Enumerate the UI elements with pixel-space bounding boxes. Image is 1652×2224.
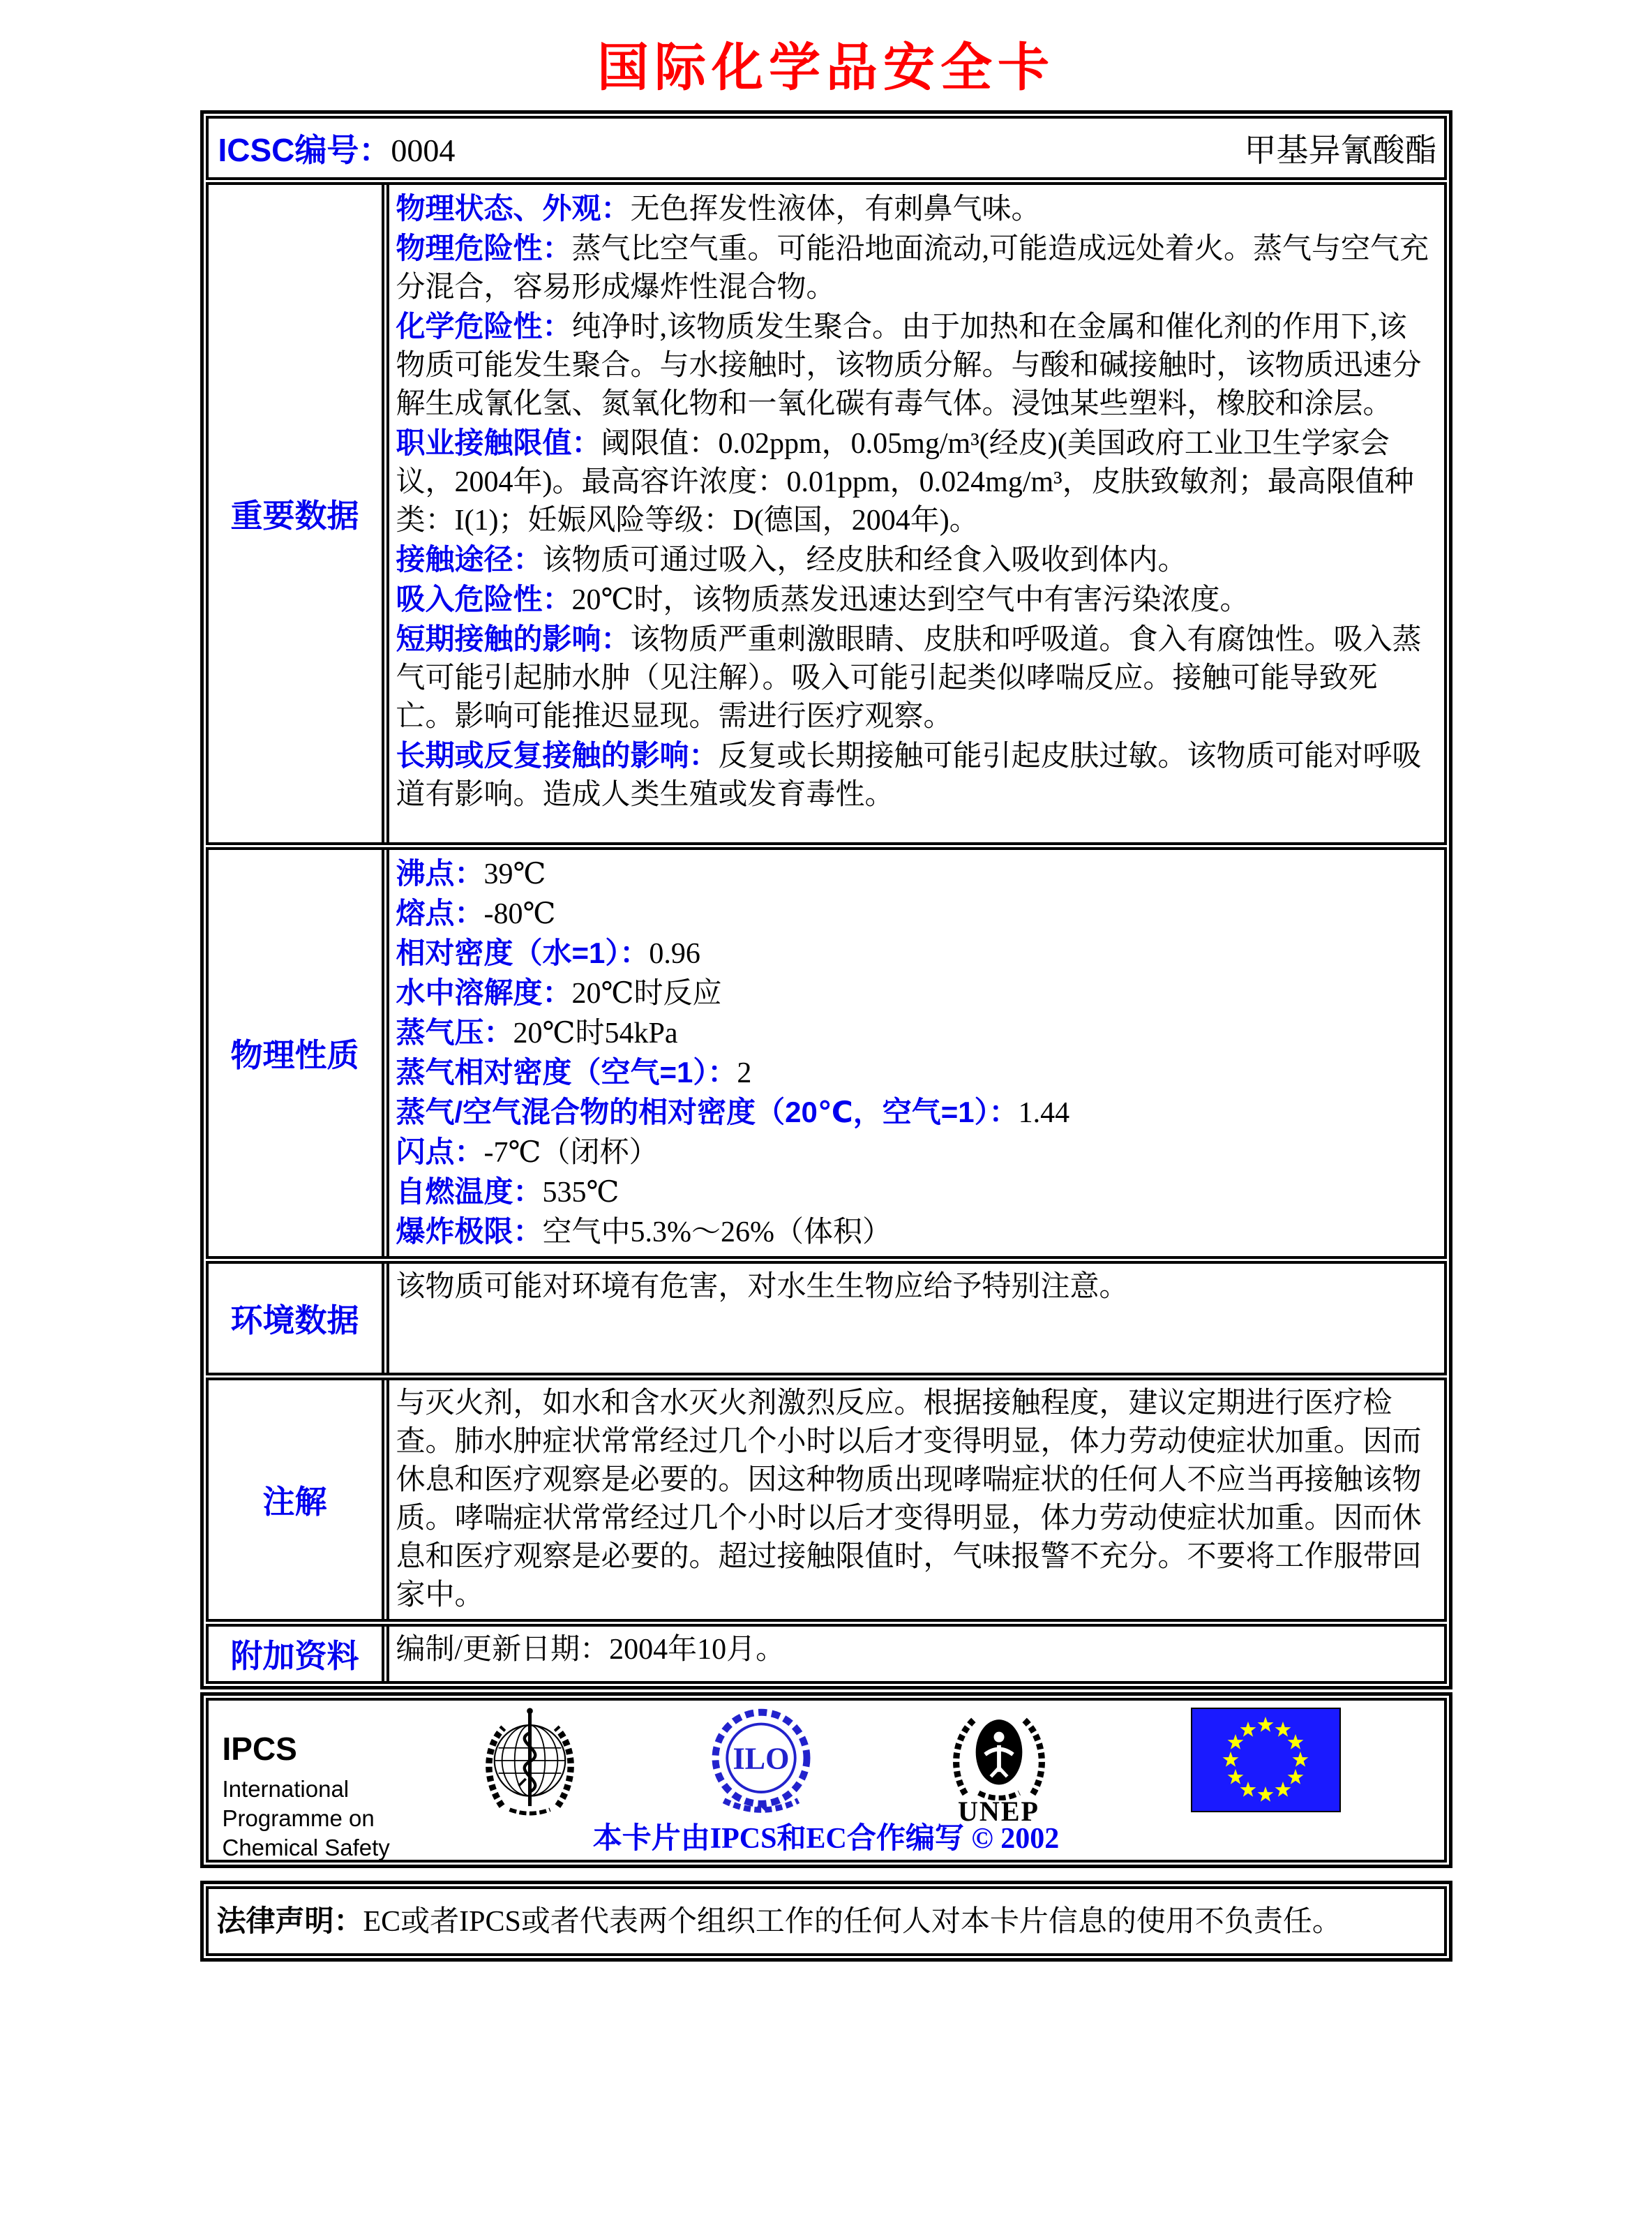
physical-properties-label: 物理性质 <box>209 850 384 1256</box>
unep-text: UNEP <box>958 1796 1039 1827</box>
field-exposure-routes: 接触途径：该物质可通过吸入，经皮肤和经食入吸收到体内。 <box>396 543 1187 576</box>
field-physical-hazard: 物理危险性：蒸气比空气重。可能沿地面流动,可能造成远处着火。蒸气与空气充分混合，容易形成爆炸性混合物。 <box>396 232 1429 304</box>
field-explosive-limits: 爆炸极限：空气中5.3%～26%（体积） <box>396 1215 892 1248</box>
field-relative-density: 相对密度（水=1）：0.96 <box>396 936 700 970</box>
physical-properties-content <box>386 850 1444 1256</box>
field-vapor-air-density: 蒸气/空气混合物的相对密度（20℃，空气=1）：1.44 <box>396 1096 1070 1129</box>
field-flash-point: 闪点：-7℃（闭杯） <box>396 1135 659 1169</box>
environment-data-content: 该物质可能对环境有危害，对水生生物应给予特别注意。 <box>386 1264 1444 1373</box>
header-row <box>206 116 1447 180</box>
field-chemical-hazard: 化学危险性：纯净时,该物质发生聚合。由于加热和在金属和催化剂的作用下,该物质可能发生聚合。与水接触时，该物质分解。与酸和碱接触时，该物质迅速分解生成氰化氢、氮氧化物和一氧化碳有毒气体。浸蚀某些塑料，橡胶和涂层。 <box>396 310 1422 420</box>
cooperation-caption: 本卡片由IPCS和EC合作编写 © 2002 <box>592 1823 1060 1855</box>
icsc-number-value: 0004 <box>391 133 456 168</box>
field-autoignition-temp: 自燃温度：535℃ <box>396 1175 620 1209</box>
copyright: © 2002 <box>971 1823 1060 1855</box>
field-short-term-effects: 短期接触的影响：该物质严重刺激眼睛、皮肤和呼吸道。食入有腐蚀性。吸入蒸气可能引起肺水肿（见注解）。吸入可能引起类似哮喘反应。接触可能导致死亡。影响可能推迟显现。需进行医疗观察。 <box>396 622 1422 733</box>
icsc-number <box>218 125 456 171</box>
additional-info-content: 编制/更新日期：2004年10月。 <box>386 1627 1444 1681</box>
organizations-card <box>200 1692 1452 1868</box>
field-boiling-point: 沸点：39℃ <box>396 857 546 890</box>
important-data-row <box>206 182 1447 845</box>
field-exposure-limits: 职业接触限值：阈限值：0.02ppm，0.05mg/m³(经皮)(美国政府工业卫生学家会议，2004年)。最高容许浓度：0.01ppm，0.024mg/m³，皮肤致敏剂；最高限值种类：I(1)；妊娠风险等级：D(德国，2004年)。 <box>396 426 1414 537</box>
legal-notice-label: 法律声明： <box>216 1904 363 1937</box>
field-melting-point: 熔点：-80℃ <box>396 897 556 930</box>
legal-notice-row <box>206 1886 1447 1956</box>
notes-content: 与灭火剂，如水和含水灭火剂激烈反应。根据接触程度，建议定期进行医疗检查。肺水肿症状常常经过几个小时以后才变得明显，体力劳动使症状加重。因而休息和医疗观察是必要的。因这种物质出现哮喘症状的任何人不应当再接触该物质。哮喘症状常常经过几个小时以后才变得明显，体力劳动使症状加重。因而休息和医疗观察是必要的。超过接触限值时，气味报警不充分。不要将工作服带回家中。 <box>386 1380 1444 1619</box>
who-emblem-icon <box>479 1705 580 1821</box>
field-water-solubility: 水中溶解度：20℃时反应 <box>396 976 722 1010</box>
ilo-text: ILO <box>732 1741 790 1776</box>
ilo-emblem-icon <box>705 1705 817 1819</box>
important-data-label: 重要数据 <box>209 185 384 842</box>
field-physical-state: 物理状态、外观：无色挥发性液体，有刺鼻气味。 <box>396 192 1041 225</box>
ipcs-block: IPCS International Programme on Chemical Safety <box>222 1731 390 1860</box>
field-long-term-effects: 长期或反复接触的影响：反复或长期接触可能引起皮肤过敏。该物质可能对呼吸道有影响。造成人类生殖或发育毒性。 <box>396 739 1422 811</box>
important-data-content <box>386 185 1444 842</box>
notes-label: 注解 <box>209 1380 384 1619</box>
legal-notice: 法律声明：EC或者IPCS或者代表两个组织工作的任何人对本卡片信息的使用不负责任。 <box>216 1904 1342 1938</box>
icsc-number-label: ICSC编号： <box>218 132 391 168</box>
field-vapor-density: 蒸气相对密度（空气=1）：2 <box>396 1056 752 1089</box>
unep-emblem-icon <box>947 1706 1051 1828</box>
page-title: 国际化学品安全卡 <box>597 38 1055 96</box>
chemical-name: 甲基异氰酸酯 <box>1244 133 1437 168</box>
additional-info-row <box>206 1624 1447 1684</box>
physical-properties-row <box>206 847 1447 1259</box>
environment-data-label: 环境数据 <box>209 1264 384 1373</box>
organizations-row <box>206 1698 1447 1863</box>
notes-row <box>206 1378 1447 1622</box>
field-inhalation-risk: 吸入危险性：20℃时，该物质蒸发迅速达到空气中有害污染浓度。 <box>396 583 1249 616</box>
environment-data-row <box>206 1261 1447 1375</box>
additional-info-label: 附加资料 <box>209 1627 384 1681</box>
ipcs-title: IPCS <box>222 1731 297 1767</box>
eu-flag-icon <box>1191 1708 1341 1812</box>
icsc-card <box>200 110 1452 1689</box>
legal-card <box>200 1881 1452 1962</box>
field-vapor-pressure: 蒸气压：20℃时54kPa <box>396 1016 678 1050</box>
